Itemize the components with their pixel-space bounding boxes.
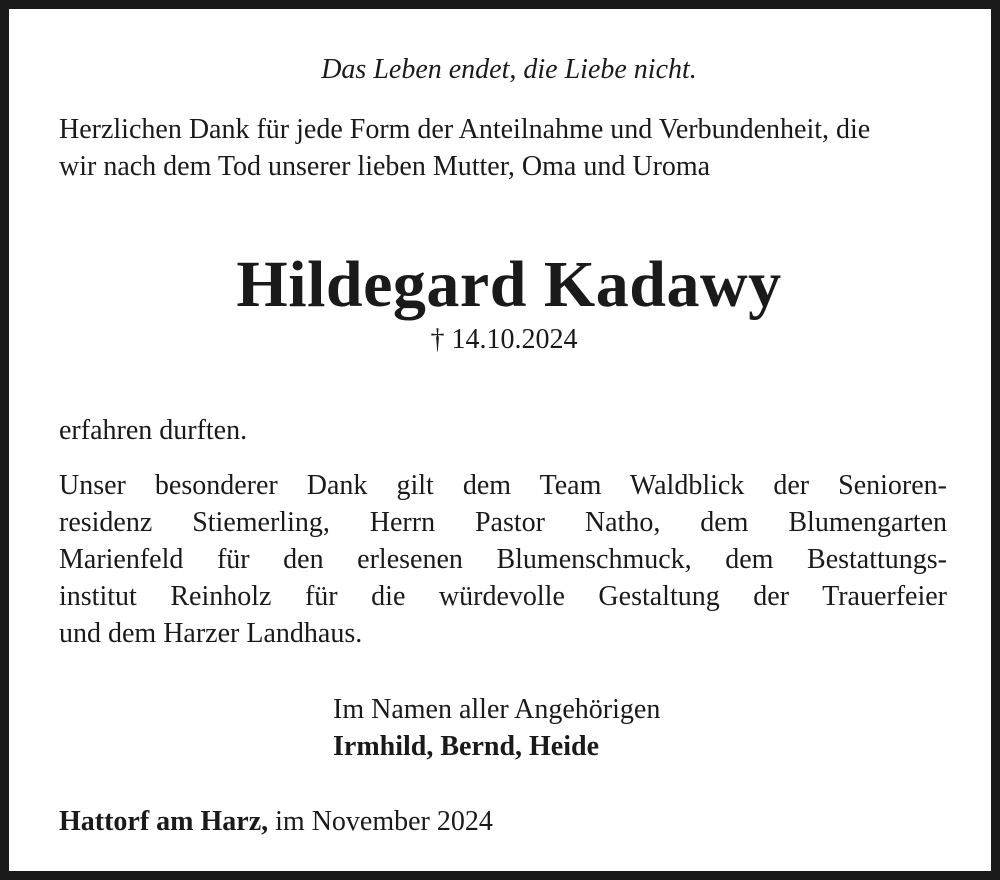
thanks-line: Marienfeld für den erlesenen Blumenschmuck, dem Bestattungs- bbox=[59, 544, 947, 575]
thanks-line: Unser besonderer Dank gilt dem Team Waldblick der Senioren- bbox=[59, 470, 947, 501]
death-date: 14.10.2024 bbox=[451, 324, 578, 355]
thanks-line: und dem Harzer Landhaus. bbox=[59, 618, 363, 649]
signature-names: Irmhild, Bernd, Heide bbox=[333, 731, 600, 762]
motto: Das Leben endet, die Liebe nicht. bbox=[321, 54, 697, 85]
place: Hattorf am Harz, bbox=[59, 806, 269, 837]
intro-line-1: Herzlichen Dank für jede Form der Anteilnahme und Verbundenheit, die bbox=[59, 114, 871, 145]
death-date-line bbox=[9, 323, 999, 357]
intro-line-2: wir nach dem Tod unserer lieben Mutter, Oma und Uroma bbox=[59, 151, 711, 182]
deceased-name: Hildegard Kadawy bbox=[236, 248, 782, 321]
signature-behalf: Im Namen aller Angehörigen bbox=[333, 694, 661, 725]
intro-end: erfahren durften. bbox=[59, 415, 248, 446]
closing-date: im November 2024 bbox=[268, 806, 493, 837]
thanks-line: institut Reinholz für die würdevolle Gestaltung der Trauerfeier bbox=[59, 581, 947, 612]
thanks-paragraph bbox=[59, 467, 947, 652]
thanks-line: residenz Stiemerling, Herrn Pastor Natho, dem Blumengarten bbox=[59, 507, 947, 538]
cross-symbol: † bbox=[430, 324, 445, 355]
place-date-line bbox=[59, 803, 493, 840]
